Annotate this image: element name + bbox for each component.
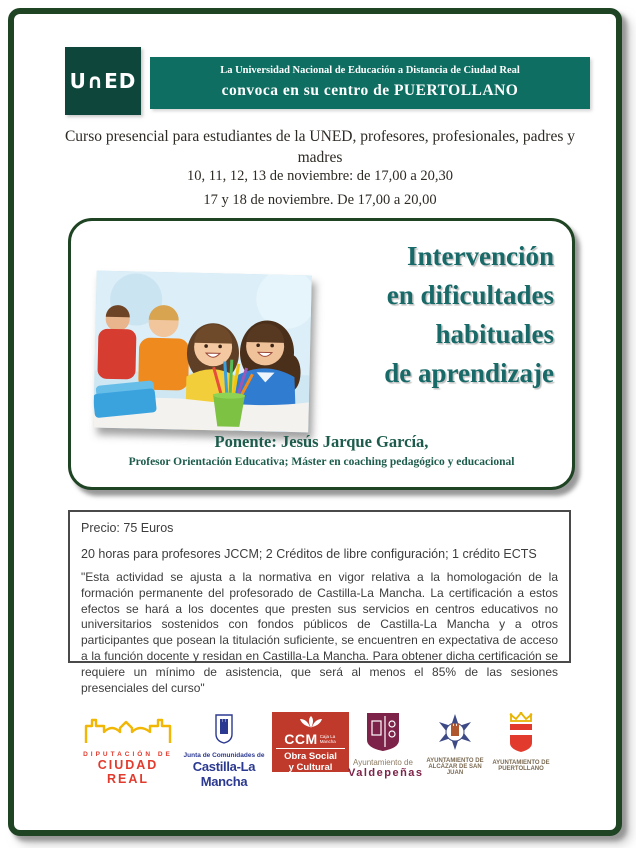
course-title-line4: de aprendizaje — [384, 358, 554, 388]
valdepenas-shield-icon — [366, 712, 400, 752]
ccm-acronym: CCM — [284, 731, 318, 747]
credits-text: 20 horas para profesores JCCM; 2 Créditos de libre configuración; 1 crédito ECTS — [81, 547, 537, 561]
sponsor-junta-castilla-la-mancha — [176, 714, 272, 789]
sponsor-ayuntamiento-alcazar — [420, 714, 490, 776]
sponsor-ayuntamiento-valdepenas — [348, 712, 424, 779]
ccm-divider — [276, 748, 345, 749]
band-line2: convoca en su centro de PUERTOLLANO — [221, 82, 519, 99]
course-card — [68, 218, 575, 490]
schedule-line2: 17 y 18 de noviembre. De 17,00 a 20,00 — [203, 192, 437, 208]
header-band — [150, 57, 590, 109]
certification-text: "Esta actividad se ajusta a la normativa en vigor relativa a la homologación de la formación permanente del profesorado de Castilla-La Mancha. La certificación a estos efectos se hará a los docentes que presten sus servicios en centros educativos no universitarios sostenidos con fondos públicos de Castilla-La Mancha y a otros participantes que posean la titulación suficiente, se encuentren en expectativa de acceso a la función docente y residan en Castilla-La Mancha. Para obtener dicha certificación se requiere un mínimo de asistencia, que será al menos el 85% de las sesiones presenciales del curso" — [81, 570, 558, 695]
diputacion-line1: DIPUTACIÓN DE — [83, 751, 173, 758]
junta-shield-icon — [215, 714, 233, 744]
course-title-line1: Intervención — [407, 241, 554, 271]
diputacion-line2: CIUDAD REAL — [97, 758, 159, 786]
ccm-leaves-icon — [298, 716, 324, 728]
alcazar-line2: ALCÁZAR DE SAN JUAN — [428, 764, 482, 776]
junta-line2: Castilla-La Mancha — [192, 759, 256, 789]
ccm-caja-text: Caja La Mancha — [319, 733, 336, 744]
sponsor-ccm-obra-social — [272, 712, 349, 772]
band-line1: La Universidad Nacional de Educación a Distancia de Ciudad Real — [220, 65, 520, 76]
speaker-name: Ponente: Jesús Jarque García, — [214, 432, 429, 451]
alcazar-line1: AYUNTAMIENTO DE — [426, 758, 484, 764]
schedule-line1: 10, 11, 12, 13 de noviembre: de 17,00 a 20,30 — [186, 168, 454, 184]
diputacion-building-icon — [82, 712, 174, 744]
puertollano-crown-shield-icon — [507, 712, 535, 752]
children-classroom-photo — [93, 271, 312, 433]
ccm-line2: y Cultural — [288, 762, 333, 773]
uned-logo — [65, 47, 141, 115]
sponsor-diputacion-ciudad-real — [76, 712, 180, 786]
course-audience: Curso presencial para estudiantes de la UNED, profesores, profesionales, padres y madres — [64, 128, 576, 166]
ccm-line1: Obra Social — [284, 751, 337, 762]
valdepenas-line1: Ayuntamiento de — [353, 758, 413, 767]
puertollano-line2: PUERTOLLANO — [498, 766, 544, 772]
junta-line1: Junta de Comunidades de — [183, 752, 265, 759]
puertollano-line1: AYUNTAMIENTO DE — [492, 760, 550, 766]
valdepenas-line2: Valdepeñas — [348, 767, 424, 779]
details-box — [68, 510, 571, 695]
price-text: Precio: 75 Euros — [81, 521, 174, 535]
children-photo-illustration — [93, 271, 312, 433]
course-title — [299, 237, 554, 393]
sponsor-ayuntamiento-puertollano — [492, 712, 550, 772]
course-title-line3: habituales — [435, 319, 554, 349]
uned-logo-text: U∩ED — [69, 69, 137, 93]
alcazar-star-icon — [436, 714, 474, 750]
speaker-credentials: Profesor Orientación Educativa; Máster en coaching pedagógico y educacional — [128, 456, 515, 468]
course-title-line2: en dificultades — [386, 280, 554, 310]
